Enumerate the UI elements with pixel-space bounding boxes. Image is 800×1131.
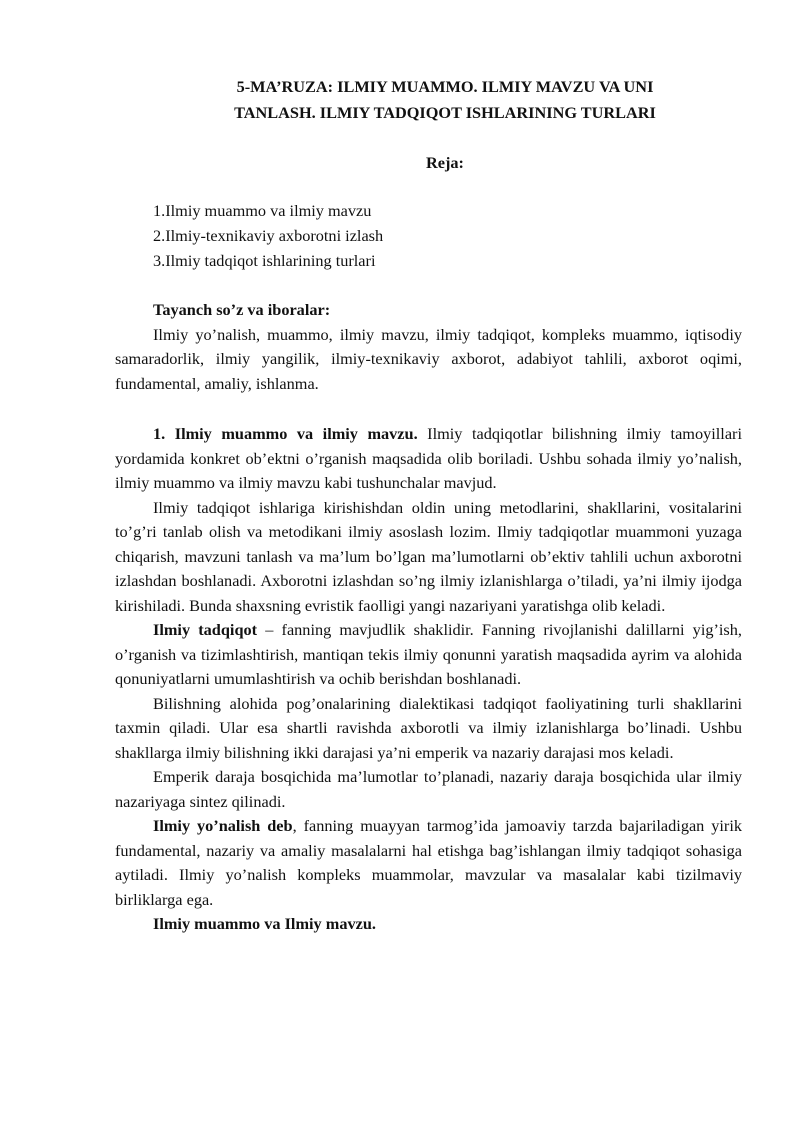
paragraph-6 xyxy=(115,814,742,912)
title-line-2: TANLASH. ILMIY TADQIQOT ISHLARINING TURLARI xyxy=(234,103,656,122)
paragraph-6-text: , fanning muayyan tarmog’ida jamoaviy tarzda bajariladigan yirik fundamental, nazariy va amaliy masalalarni hal etishga bag’ishlangan ilmiy tadqiqot sohasiga aytiladi. Ilmiy yo’nalish kompleks muammolar, mavzular va masalalar kabi tizilmaviy birliklarga ega. xyxy=(115,816,742,909)
paragraph-3-text: – fanning mavjudlik shaklidir. Fanning rivojlanishi dalillarni yig’ish, o’rganish va tizimlashtirish, mantiqan tekis ilmiy qonunni yaratish maqsadida ayrim va alohida qonuniyatlarni umumlashtirish va ochib berishdan boshlanadi. xyxy=(115,620,742,688)
paragraph-gap xyxy=(115,396,742,422)
plan-item: 3.Ilmiy tadqiqot ishlarining turlari xyxy=(153,251,376,270)
section1-paragraph xyxy=(115,422,742,496)
term-ilmiy-yonalish: Ilmiy yo’nalish deb xyxy=(153,816,293,835)
keywords-heading: Tayanch so’z va iboralar: xyxy=(153,300,331,319)
paragraph-2: Ilmiy tadqiqot ishlariga kirishishdan oldin uning metodlarini, shakllarini, vositalarini to’g’ri tanlab olish va metodikani ilmiy asoslash lozim. Ilmiy tadqiqotlar muammoni yuzaga chiqarish, mavzuni tanlash va ma’lum bo’lgan ma’lumotlarni ob’ektiv tahlili uchun axborotni izlashdan boshlanadi. Axborotni izlashdan so’ng ilmiy izlanishlarga o’tiladi, ya’ni ilmiy ijodga kirishiladi. Bunda shaxsning evristik faolligi yangi nazariyani yaratishga olib keladi. xyxy=(115,497,742,615)
page-title xyxy=(150,74,740,126)
term-ilmiy-tadqiqot: Ilmiy tadqiqot xyxy=(153,620,258,639)
title-line-1: 5-MA’RUZA: ILMIY MUAMMO. ILMIY MAVZU VA UNI xyxy=(236,77,654,96)
paragraph-4: Bilishning alohida pog’onalarining dialektikasi tadqiqot faoliyatining turli shakllarini taxmin qiladi. Ular esa shartli ravishda axborotli va ilmiy izlanishlarga bo’linadi. Ushbu shakllarga ilmiy bilishning ikki darajasi ya’ni emperik va nazariy darajasi mos keladi. xyxy=(115,693,742,762)
section1-text: Ilmiy tadqiqotlar bilishning ilmiy tamoyillari yordamida konkret ob’ektni o’rganish maqsadida olib boriladi. Ushbu sohada ilmiy yo’nalish, ilmiy muammo va ilmiy mavzu kabi tushunchalar mavjud. xyxy=(115,424,742,492)
document-body xyxy=(115,298,742,937)
paragraph-3 xyxy=(115,618,742,692)
plan-heading: Reja: xyxy=(426,153,464,172)
plan-item: 1.Ilmiy muammo va ilmiy mavzu xyxy=(153,201,372,220)
plan-list xyxy=(153,198,383,273)
plan-item: 2.Ilmiy-texnikaviy axborotni izlash xyxy=(153,226,384,245)
keywords-paragraph: Ilmiy yo’nalish, muammo, ilmiy mavzu, ilmiy tadqiqot, kompleks muammo, iqtisodiy samaradorlik, ilmiy yangilik, ilmiy-texnikaviy axborot, adabiyot tahlili, axborot oqimi, fundamental, amaliy, ishlanma. xyxy=(115,324,742,393)
paragraph-5: Emperik daraja bosqichida ma’lumotlar to’planadi, nazariy daraja bosqichida ular ilmiy nazariyaga sintez qilinadi. xyxy=(115,767,742,811)
section1-heading: 1. Ilmiy muammo va ilmiy mavzu. xyxy=(153,424,418,443)
subsection-heading: Ilmiy muammo va Ilmiy mavzu. xyxy=(153,914,376,933)
